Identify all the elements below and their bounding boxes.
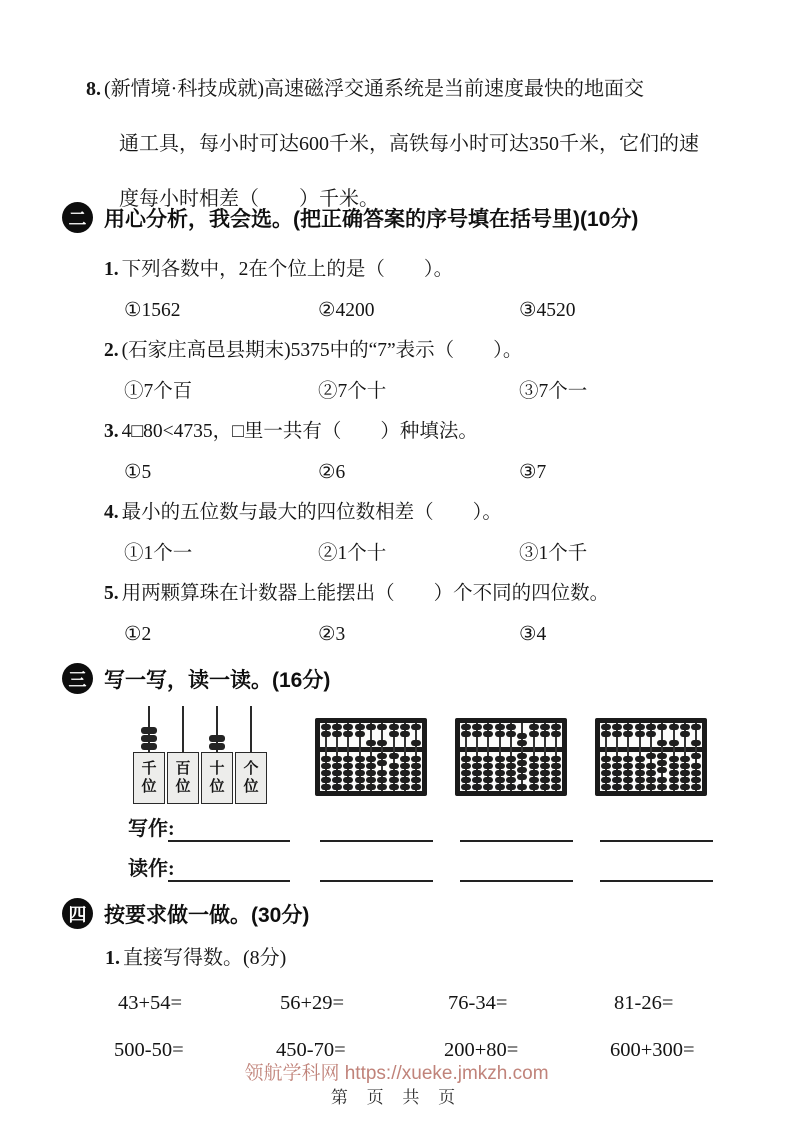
- option-2: ②4200: [318, 300, 375, 321]
- question-stem: [104, 250, 754, 290]
- abacus-image-3: [595, 718, 707, 796]
- subquestion-text: 直接写得数。(8分): [123, 947, 287, 969]
- question-8-line3: 度每小时相差（ ）千米。: [119, 188, 379, 210]
- write-label: 写作:: [128, 818, 175, 840]
- arithmetic-item: 43+54=: [118, 992, 183, 1014]
- section-4-badge-icon: 四: [62, 898, 93, 929]
- question-text: (石家庄高邑县期末)5375中的“7”表示（ ）。: [121, 340, 523, 361]
- read-blank-2: [320, 854, 433, 882]
- write-blank-4: [600, 814, 713, 842]
- arithmetic-item: 76-34=: [448, 992, 508, 1014]
- arithmetic-item: 81-26=: [614, 992, 674, 1014]
- arithmetic-item: 600+300=: [610, 1039, 695, 1061]
- choice-question-5: [104, 574, 754, 655]
- option-1: ①2: [124, 624, 152, 645]
- question-8-line1: [86, 62, 741, 117]
- question-number: 3.: [104, 421, 119, 442]
- option-2: ②7个十: [318, 381, 387, 402]
- question-text: 4□80<4735，□里一共有（ ）种填法。: [121, 421, 478, 442]
- question-text: 用两颗算珠在计数器上能摆出（ ）个不同的四位数。: [121, 583, 610, 604]
- arithmetic-item: 200+80=: [444, 1039, 519, 1061]
- subquestion-1: [105, 938, 286, 978]
- option-3: ③4: [519, 624, 547, 645]
- section-2-title: 用心分析，我会选。(把正确答案的序号填在括号里)(10分): [104, 207, 639, 231]
- abacus-image-2: [455, 718, 567, 796]
- question-stem: [104, 412, 754, 452]
- section-3-badge-icon: 三: [62, 663, 93, 694]
- question-number: 8.: [86, 78, 101, 100]
- question-options: [104, 290, 754, 331]
- question-8-line2: 通工具，每小时可达600千米，高铁每小时可达350千米，它们的速: [119, 133, 699, 155]
- option-1: ①7个百: [124, 381, 193, 402]
- option-3: ③1个千: [519, 543, 588, 564]
- question-text: 下列各数中，2在个位上的是（ ）。: [121, 259, 454, 280]
- choice-question-3: [104, 412, 754, 493]
- section-2-questions: [104, 250, 754, 655]
- read-blank-1: [168, 854, 290, 882]
- question-options: [104, 371, 754, 412]
- question-stem: [104, 574, 754, 614]
- footer-page-indicator: 第 页 共 页: [330, 1088, 463, 1107]
- subquestion-number: 1.: [105, 947, 120, 969]
- option-3: ③7个一: [519, 381, 588, 402]
- question-number: 2.: [104, 340, 119, 361]
- arithmetic-item: 500-50=: [114, 1039, 184, 1061]
- write-blank-1: [168, 814, 290, 842]
- section-4-title: 按要求做一做。(30分): [104, 903, 310, 927]
- read-blank-4: [600, 854, 713, 882]
- section-3-header: [62, 663, 330, 694]
- option-3: ③7: [519, 462, 547, 483]
- write-blank-3: [460, 814, 573, 842]
- calc-row-1: [118, 986, 758, 1020]
- abacus-image-1: [315, 718, 427, 796]
- read-blank-3: [460, 854, 573, 882]
- question-stem: [104, 331, 754, 371]
- option-1: ①5: [124, 462, 152, 483]
- footer-watermark: 领航学科网 https://xueke.jmkzh.com: [244, 1063, 549, 1084]
- option-1: ①1562: [124, 300, 181, 321]
- place-value-counter: 千 位 百 位 十 位 个 位: [128, 706, 272, 802]
- write-blank-2: [320, 814, 433, 842]
- question-options: [104, 614, 754, 655]
- choice-question-1: [104, 250, 754, 331]
- section-2-badge-icon: 二: [62, 202, 93, 233]
- question-options: [104, 452, 754, 493]
- option-1: ①1个一: [124, 543, 193, 564]
- arithmetic-item: 56+29=: [280, 992, 345, 1014]
- section-4-header: [62, 898, 309, 929]
- question-number: 4.: [104, 502, 119, 523]
- choice-question-4: [104, 493, 754, 574]
- option-2: ②1个十: [318, 543, 387, 564]
- option-3: ③4520: [519, 300, 576, 321]
- option-2: ②3: [318, 624, 346, 645]
- question-text: (新情境·科技成就)高速磁浮交通系统是当前速度最快的地面交: [104, 78, 644, 100]
- option-2: ②6: [318, 462, 346, 483]
- read-label: 读作:: [128, 858, 175, 880]
- question-text: 最小的五位数与最大的四位数相差（ ）。: [121, 502, 502, 523]
- question-options: [104, 533, 754, 574]
- section-3-title: 写一写，读一读。(16分): [104, 668, 331, 692]
- choice-question-2: [104, 331, 754, 412]
- question-stem: [104, 493, 754, 533]
- question-number: 5.: [104, 583, 119, 604]
- question-number: 1.: [104, 259, 119, 280]
- section-2-header: [62, 202, 638, 233]
- arithmetic-item: 450-70=: [276, 1039, 346, 1061]
